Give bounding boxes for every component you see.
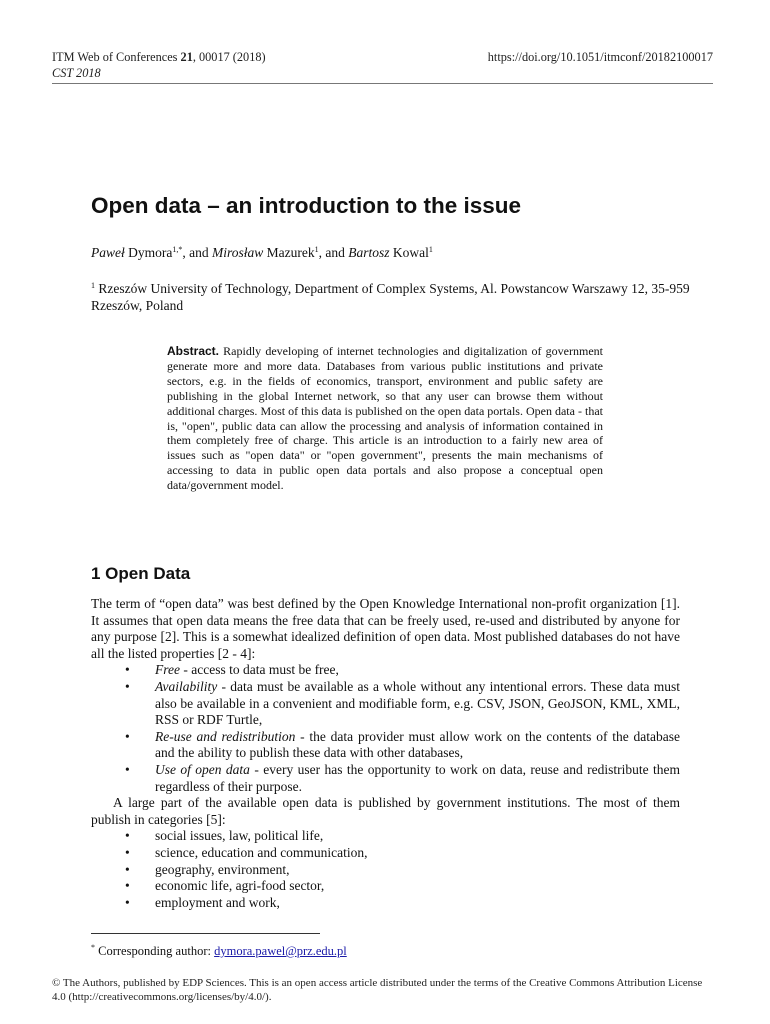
list-item: • Free - access to data must be free, [125,662,339,678]
abstract-text: Rapidly developing of internet technologies and digitalization of government generate more and more data. Databases from various public institutions and private sectors, e.g. in the fields of economics, transport, environment and public safety are publishing in the global Internet network, so that any user can browse them without additional charges. Most of this data is published on the open data portals. Open data - that is, "open", public data can allow the processing and analysis of information contained in them completely free of charge. This article is an introduction to a fairly new area of issues such as "open data" or "open government", presents the main mechanisms of accessing to data in public open data portals and also propose a conceptual open data/government model. [167,344,603,493]
list-item: • geography, environment, [125,861,290,877]
footnote: * Corresponding author: dymora.pawel@prz.edu.pl [91,943,347,958]
bullet: • [125,662,130,678]
bullet: • [125,761,130,777]
author-list [91,245,433,261]
volume-number: 21 [180,50,193,64]
doi-link[interactable]: https://doi.org/10.1051/itmconf/20182100017 [487,50,713,64]
license-notice: © The Authors, published by EDP Sciences. This is an open access article distributed under the terms of the Creative Commons Attribution License 4.0 (http://creativecommons.org/licenses/by/4.0/). [52,977,703,1004]
bullet: • [125,728,130,744]
bullet: • [125,861,130,877]
list-item: • Re-use and redistribution - the data provider must allow work on the contents of the database and the ability to publish these data with other databases, [125,728,680,761]
list-item: • Availability - data must be available as a whole without any intentional errors. These data must also be available in a convenient and modifiable form, e.g. CSV, JSON, GeoJSON, KML, XML, RSS or RDF Turtle, [125,678,680,728]
bullet: • [125,828,130,844]
header-divider [52,83,713,84]
list-item: • economic life, agri-food sector, [125,878,325,894]
abstract [167,344,603,493]
section-heading: 1 Open Data [91,564,191,583]
categories-list [91,828,680,911]
list-item: • employment and work, [125,894,280,910]
email-link[interactable]: dymora.pawel@prz.edu.pl [214,944,347,958]
author: Paweł Dymora$^{1,*}$, and [91,245,212,260]
list-item: • Use of open data - every user has the opportunity to work on data, reuse and redistribute them regardless of their purpose. [125,761,680,794]
footnote-divider [91,933,320,934]
list-item: • social issues, law, political life, [125,828,324,844]
bullet: • [125,894,130,910]
paragraph: The term of “open data” was best defined by the Open Knowledge International non-profit organization [1]. It assumes that open data means the free data that can be freely used, re-used and distributed by anyone for any purpose [2]. This is a somewhat idealized definition of open data. Most published databases do not have all the listed properties [2 - 4]: [91,596,680,661]
paragraph: A large part of the available open data is published by government institutions. The most of them publish in categories [5]: [91,795,680,827]
abstract-label: Abstract. [167,344,220,358]
affiliation: $^1$ Rzeszów University of Technology, Department of Complex Systems, Al. Powstancow Warszawy 12, 35-959 Rzeszów, Poland [91,281,690,313]
bullet: • [125,678,130,694]
author: Mirosław Mazurek$^1$, and [212,245,349,260]
bullet: • [125,844,130,860]
journal-citation: ITM Web of Conferences 21, 00017 (2018) CST 2018 [52,50,266,80]
properties-list [91,662,680,795]
bullet: • [125,878,130,894]
paper-title: Open data – an introduction to the issue [91,193,522,218]
conference-name: CST 2018 [52,66,101,80]
author: Bartosz Kowal$^1$ [348,245,433,260]
list-item: • science, education and communication, [125,844,368,860]
section-body [91,596,680,911]
